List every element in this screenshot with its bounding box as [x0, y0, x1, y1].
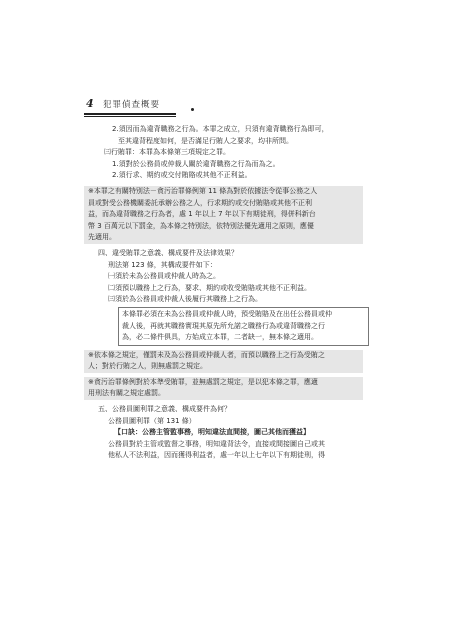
- note-line: 裁人後，再就其職務實現其原先所允諾之職務行為或違背職務之行: [122, 321, 325, 330]
- note-box: [84, 186, 363, 244]
- bordered-note: [118, 307, 369, 346]
- text-line: 刑法第 123 條，其構成要件如下：: [108, 260, 217, 269]
- note-line: 為，必二條件俱具，方始成立本罪，二者缺一，無本條之適用。: [122, 333, 318, 342]
- header-rule-thin: [84, 116, 176, 117]
- section-heading: 四、違受賄罪之意義、構成要件及法律效果？: [98, 248, 238, 257]
- page-body: [88, 124, 363, 462]
- note-line: ※依本條之規定，僅罰未及為公務員或仲裁人者，而預以職務上之行為受賄之: [88, 350, 325, 359]
- header-rule: [84, 113, 176, 115]
- note-line: 用刑法有關之規定處罰。: [88, 389, 165, 398]
- page-number: 4: [86, 97, 94, 110]
- text-line: 2.須因而為違背職務之行為。本罪之成立，只須有違背職務行為即可，: [112, 125, 329, 133]
- text-line: 至其違背程度如何，是否滿足行賄人之要求，均非所問。: [118, 136, 293, 145]
- note-line: 益，而為違背職務之行為者，處 1 年以上 7 年以下有期徒刑，得併科新台: [88, 210, 316, 219]
- note-line: 幣 3 百萬元以下罰金，為本條之特別法，依特別法優先適用之原則，應優: [88, 221, 314, 230]
- note-line: 先適用。: [88, 233, 116, 242]
- title-dot: [191, 108, 194, 111]
- text-line: 公務員對於主管或監督之事務，明知違背法令，直接或間接圖自己或其: [108, 439, 325, 448]
- note-line: ※貪污治罪條例對於本準受賄罪，並無處罰之規定，是以犯本條之罪，應適: [88, 377, 318, 386]
- note-box: [84, 377, 363, 400]
- text-line: 1.須對於公務員或仲裁人關於違背職務之行為而為之。: [112, 159, 280, 168]
- text-line: 公務員圖利罪（第 131 條）: [108, 416, 196, 425]
- note-box: [84, 350, 363, 373]
- note-line: 本條罪必須在未為公務員或仲裁人時，預受賄賂及在出任公務員或仲: [122, 309, 332, 318]
- note-line: 人；對於行賄之人，則無處罰之規定。: [88, 362, 207, 371]
- text-line: ㈠須於未為公務員或仲裁人時為之。: [108, 272, 220, 281]
- text-line: ㈢須於為公務員或仲裁人後履行其職務上之行為。: [108, 295, 262, 304]
- text-line: 他私人不法利益，因而獲得利益者，處一年以上七年以下有期徒刑，得: [108, 451, 325, 460]
- note-line: ※本罪之有關特別法－貪污治罪條例第 11 條為對於依據法令從事公務之人: [88, 186, 318, 195]
- note-line: 員或對受公務機關委託承辦公務之人，行求期約或交付賄賂或其他不正利: [88, 198, 312, 207]
- book-title: 犯罪偵查概要: [103, 100, 161, 110]
- mnemonic-line: 【口訣：公務主管監事務，明知違法直間接，圖己其他而獲益】: [114, 428, 310, 437]
- text-line: 2.須行求、期約或交付賄賂或其他不正利益。: [112, 171, 252, 180]
- text-line: ㈢行賄罪：本罪為本條第三項規定之罪。: [104, 148, 230, 157]
- section-heading: 五、公務員圖利罪之意義、構成要件為何？: [98, 405, 231, 414]
- text-line: ㈡須預以職務上之行為，要求、期約或收受賄賂或其他不正利益。: [108, 283, 311, 292]
